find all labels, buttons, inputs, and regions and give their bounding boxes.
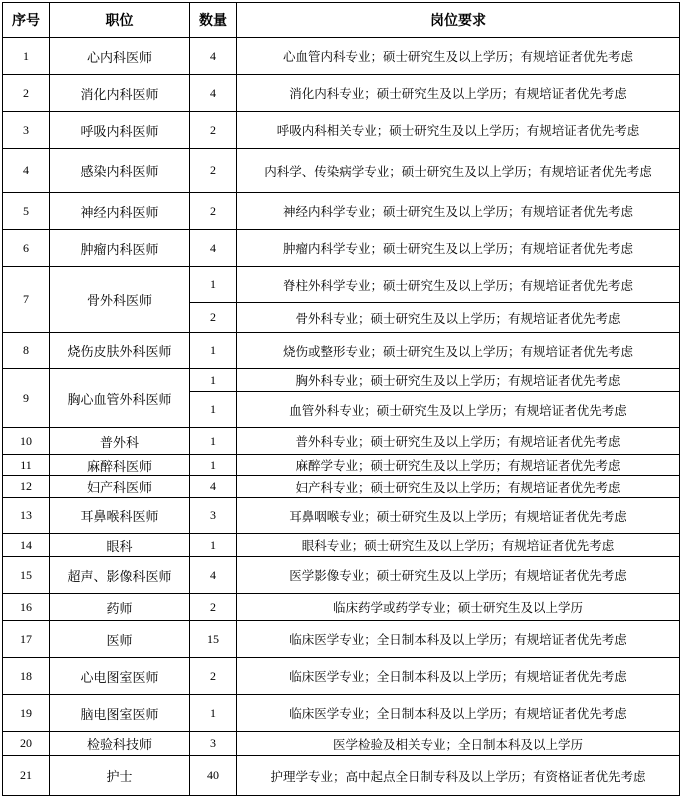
row-position: 医师: [50, 621, 190, 658]
row-requirements: 临床医学专业；全日制本科及以上学历；有规培证者优先考虑: [237, 695, 680, 732]
row-requirements: 神经内科学专业；硕士研究生及以上学历；有规培证者优先考虑: [237, 193, 680, 230]
row-count: 1: [190, 392, 237, 428]
row-count: 1: [190, 455, 237, 476]
row-requirements: 临床药学或药学专业；硕士研究生及以上学历: [237, 594, 680, 621]
row-position: 脑电图室医师: [50, 695, 190, 732]
row-count: 1: [190, 267, 237, 303]
row-count: 40: [190, 756, 237, 796]
row-requirements: 妇产科专业；硕士研究生及以上学历；有规培证者优先考虑: [237, 476, 680, 498]
row-index: 18: [3, 658, 50, 695]
row-requirements: 耳鼻咽喉专业；硕士研究生及以上学历；有规培证者优先考虑: [237, 498, 680, 534]
row-count: 4: [190, 557, 237, 594]
table-row: [3, 428, 680, 455]
table-row: [3, 267, 680, 303]
row-position: 护士: [50, 756, 190, 796]
table-row: [3, 658, 680, 695]
row-count: 1: [190, 534, 237, 557]
row-requirements: 临床医学专业；全日制本科及以上学历；有规培证者优先考虑: [237, 658, 680, 695]
row-position: 普外科: [50, 428, 190, 455]
row-index: 19: [3, 695, 50, 732]
row-requirements: 麻醉学专业；硕士研究生及以上学历；有规培证者优先考虑: [237, 455, 680, 476]
row-index: 7: [3, 267, 50, 333]
header-requirements: 岗位要求: [237, 3, 680, 38]
table-row: [3, 112, 680, 149]
row-index: 9: [3, 369, 50, 428]
table-row: [3, 498, 680, 534]
row-count: 2: [190, 112, 237, 149]
table-row: [3, 756, 680, 796]
row-requirements: 临床医学专业；全日制本科及以上学历；有规培证者优先考虑: [237, 621, 680, 658]
row-position: 妇产科医师: [50, 476, 190, 498]
row-position: 麻醉科医师: [50, 455, 190, 476]
header-row: [3, 3, 680, 38]
row-count: 4: [190, 38, 237, 75]
row-index: 12: [3, 476, 50, 498]
table-row: [3, 369, 680, 392]
row-count: 15: [190, 621, 237, 658]
row-index: 8: [3, 333, 50, 369]
row-index: 13: [3, 498, 50, 534]
row-count: 2: [190, 303, 237, 333]
row-requirements: 呼吸内科相关专业；硕士研究生及以上学历；有规培证者优先考虑: [237, 112, 680, 149]
row-count: 2: [190, 149, 237, 193]
recruitment-table: [2, 2, 680, 796]
row-position: 感染内科医师: [50, 149, 190, 193]
row-index: 16: [3, 594, 50, 621]
row-index: 21: [3, 756, 50, 796]
table-row: [3, 476, 680, 498]
row-position: 眼科: [50, 534, 190, 557]
table-row: [3, 732, 680, 756]
row-index: 6: [3, 230, 50, 267]
row-index: 4: [3, 149, 50, 193]
row-position: 心电图室医师: [50, 658, 190, 695]
row-requirements: 血管外科专业；硕士研究生及以上学历；有规培证者优先考虑: [237, 392, 680, 428]
row-requirements: 脊柱外科学专业；硕士研究生及以上学历；有规培证者优先考虑: [237, 267, 680, 303]
row-requirements: 胸外科专业；硕士研究生及以上学历；有规培证者优先考虑: [237, 369, 680, 392]
row-position: 肿瘤内科医师: [50, 230, 190, 267]
row-position: 超声、影像科医师: [50, 557, 190, 594]
row-index: 14: [3, 534, 50, 557]
row-requirements: 医学影像专业；硕士研究生及以上学历；有规培证者优先考虑: [237, 557, 680, 594]
row-count: 1: [190, 333, 237, 369]
row-index: 1: [3, 38, 50, 75]
row-requirements: 医学检验及相关专业；全日制本科及以上学历: [237, 732, 680, 756]
row-position: 胸心血管外科医师: [50, 369, 190, 428]
row-count: 1: [190, 428, 237, 455]
table-row: [3, 230, 680, 267]
table-row: [3, 557, 680, 594]
row-position: 消化内科医师: [50, 75, 190, 112]
table-row: [3, 621, 680, 658]
row-requirements: 内科学、传染病学专业；硕士研究生及以上学历；有规培证者优先考虑: [237, 149, 680, 193]
row-count: 4: [190, 476, 237, 498]
row-index: 10: [3, 428, 50, 455]
row-index: 11: [3, 455, 50, 476]
row-requirements: 骨外科专业；硕士研究生及以上学历；有规培证者优先考虑: [237, 303, 680, 333]
row-count: 1: [190, 695, 237, 732]
row-position: 耳鼻喉科医师: [50, 498, 190, 534]
row-position: 神经内科医师: [50, 193, 190, 230]
row-count: 3: [190, 498, 237, 534]
row-position: 烧伤皮肤外科医师: [50, 333, 190, 369]
table-row: [3, 75, 680, 112]
row-position: 心内科医师: [50, 38, 190, 75]
table-row: [3, 455, 680, 476]
table-row: [3, 333, 680, 369]
header-index: 序号: [3, 3, 50, 38]
row-index: 2: [3, 75, 50, 112]
table-row: [3, 193, 680, 230]
row-count: 3: [190, 732, 237, 756]
row-index: 3: [3, 112, 50, 149]
table-row: [3, 149, 680, 193]
row-requirements: 肿瘤内科学专业；硕士研究生及以上学历；有规培证者优先考虑: [237, 230, 680, 267]
row-count: 2: [190, 658, 237, 695]
table-body: [3, 38, 680, 796]
row-index: 15: [3, 557, 50, 594]
row-count: 1: [190, 369, 237, 392]
row-count: 4: [190, 75, 237, 112]
row-position: 药师: [50, 594, 190, 621]
row-requirements: 消化内科专业；硕士研究生及以上学历；有规培证者优先考虑: [237, 75, 680, 112]
row-requirements: 护理学专业；高中起点全日制专科及以上学历；有资格证者优先考虑: [237, 756, 680, 796]
header-count: 数量: [190, 3, 237, 38]
table-row: [3, 695, 680, 732]
row-count: 2: [190, 594, 237, 621]
row-count: 2: [190, 193, 237, 230]
row-position: 检验科技师: [50, 732, 190, 756]
row-index: 20: [3, 732, 50, 756]
row-requirements: 心血管内科专业；硕士研究生及以上学历；有规培证者优先考虑: [237, 38, 680, 75]
row-requirements: 眼科专业；硕士研究生及以上学历；有规培证者优先考虑: [237, 534, 680, 557]
row-requirements: 烧伤或整形专业；硕士研究生及以上学历；有规培证者优先考虑: [237, 333, 680, 369]
table-row: [3, 38, 680, 75]
table-row: [3, 594, 680, 621]
row-index: 17: [3, 621, 50, 658]
row-position: 骨外科医师: [50, 267, 190, 333]
row-requirements: 普外科专业；硕士研究生及以上学历；有规培证者优先考虑: [237, 428, 680, 455]
header-position: 职位: [50, 3, 190, 38]
row-count: 4: [190, 230, 237, 267]
row-position: 呼吸内科医师: [50, 112, 190, 149]
row-index: 5: [3, 193, 50, 230]
table-row: [3, 534, 680, 557]
